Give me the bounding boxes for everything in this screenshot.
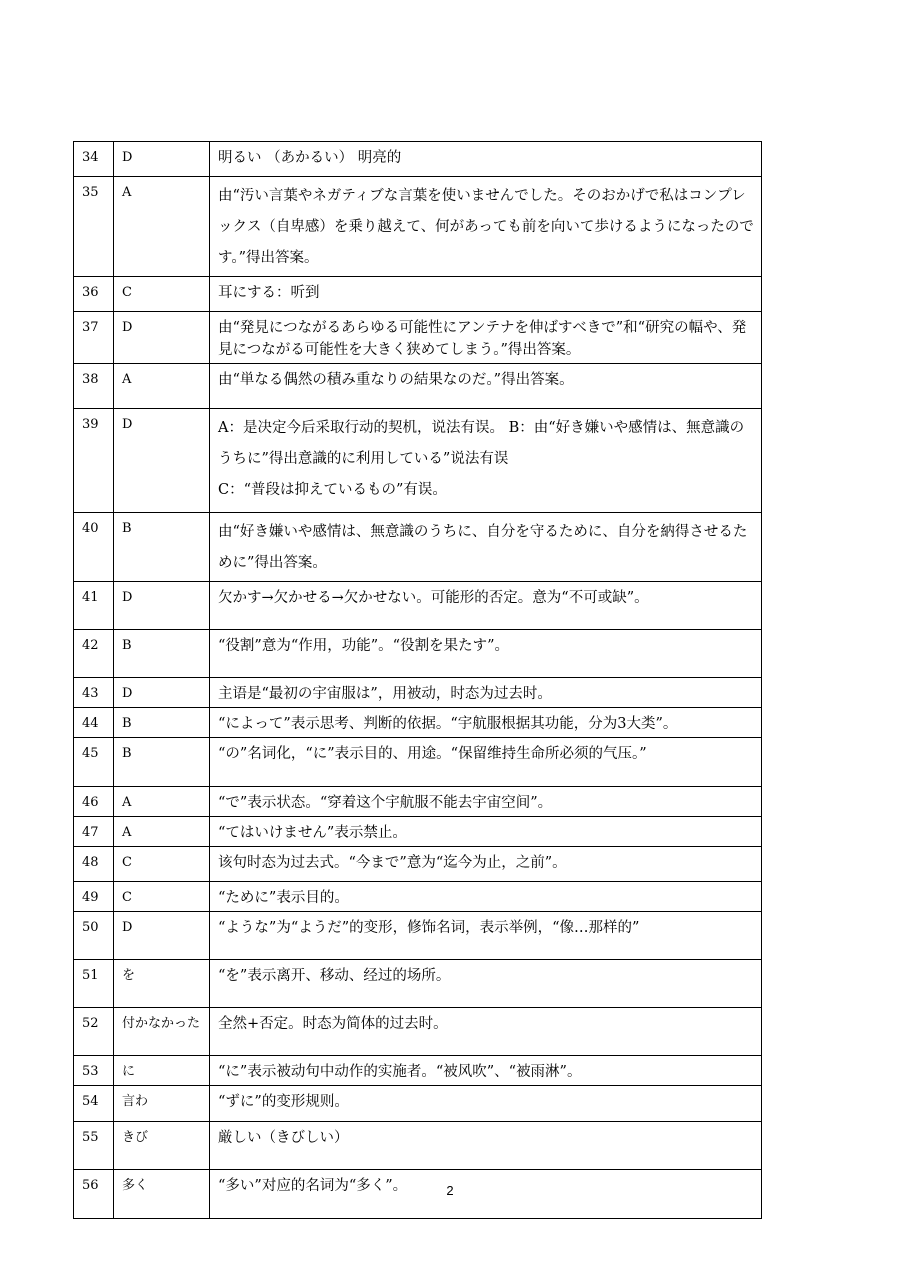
table-row — [74, 912, 762, 960]
question-number: 56 — [74, 1170, 114, 1219]
answer-table — [73, 141, 762, 1219]
table-row — [74, 847, 762, 882]
answer-cell: B — [114, 708, 210, 738]
question-number: 34 — [74, 142, 114, 177]
question-number: 39 — [74, 409, 114, 513]
answer-cell: きび — [114, 1122, 210, 1170]
question-number: 37 — [74, 312, 114, 364]
answer-table-body — [74, 142, 762, 1219]
table-row — [74, 708, 762, 738]
answer-cell: B — [114, 738, 210, 787]
answer-cell: D — [114, 142, 210, 177]
question-number: 36 — [74, 277, 114, 312]
explanation-cell: “役割”意为“作用，功能”。“役割を果たす”。 — [210, 630, 762, 678]
explanation-line: C：“普段は抑えているもの”有误。 — [218, 482, 447, 498]
answer-cell: D — [114, 582, 210, 630]
question-number: 40 — [74, 513, 114, 582]
explanation-cell: “ずに”的变形规则。 — [210, 1086, 762, 1122]
question-number: 45 — [74, 738, 114, 787]
explanation-cell: 主语是“最初の宇宙服は”，用被动，时态为过去时。 — [210, 678, 762, 708]
answer-cell: A — [114, 177, 210, 277]
explanation-cell: “ような”为“ようだ”的变形，修饰名词，表示举例，“像…那样的” — [210, 912, 762, 960]
page-number: 2 — [446, 1183, 454, 1198]
explanation-cell: “てはいけません”表示禁止。 — [210, 817, 762, 847]
table-row — [74, 678, 762, 708]
explanation-cell: “によって”表示思考、判断的依据。“宇航服根据其功能，分为3大类”。 — [210, 708, 762, 738]
answer-cell: B — [114, 630, 210, 678]
question-number: 49 — [74, 882, 114, 912]
explanation-cell: “で”表示状态。“穿着这个宇航服不能去宇宙空间”。 — [210, 787, 762, 817]
answer-cell: A — [114, 364, 210, 409]
answer-cell: D — [114, 678, 210, 708]
table-row — [74, 738, 762, 787]
explanation-cell: “多い”对应的名词为“多く”。 — [210, 1170, 762, 1219]
question-number: 48 — [74, 847, 114, 882]
question-number: 50 — [74, 912, 114, 960]
answer-cell: 言わ — [114, 1086, 210, 1122]
table-row — [74, 277, 762, 312]
question-number: 51 — [74, 960, 114, 1008]
answer-cell: D — [114, 312, 210, 364]
table-row — [74, 409, 762, 513]
answer-cell: A — [114, 787, 210, 817]
table-row — [74, 1056, 762, 1086]
table-row — [74, 513, 762, 582]
question-number: 41 — [74, 582, 114, 630]
explanation-cell: 耳にする：听到 — [210, 277, 762, 312]
explanation-cell: 欠かす→欠かせる→欠かせない。可能形的否定。意为“不可或缺”。 — [210, 582, 762, 630]
table-row — [74, 1086, 762, 1122]
explanation-cell: “ために”表示目的。 — [210, 882, 762, 912]
explanation-cell: 该句时态为过去式。“今まで”意为“迄今为止，之前”。 — [210, 847, 762, 882]
table-row — [74, 1008, 762, 1056]
explanation-cell: 厳しい（きびしい） — [210, 1122, 762, 1170]
answer-cell: 多く — [114, 1170, 210, 1219]
answer-cell: C — [114, 277, 210, 312]
answer-cell: C — [114, 847, 210, 882]
question-number: 43 — [74, 678, 114, 708]
question-number: 52 — [74, 1008, 114, 1056]
table-row — [74, 177, 762, 277]
answer-cell: C — [114, 882, 210, 912]
table-row — [74, 142, 762, 177]
question-number: 42 — [74, 630, 114, 678]
explanation-cell: “を”表示离开、移动、经过的场所。 — [210, 960, 762, 1008]
table-row — [74, 787, 762, 817]
table-row — [74, 1122, 762, 1170]
explanation-cell: “の”名词化，“に”表示目的、用途。“保留维持生命所必须的气压。” — [210, 738, 762, 787]
table-row — [74, 364, 762, 409]
question-number: 54 — [74, 1086, 114, 1122]
table-row — [74, 312, 762, 364]
answer-cell: を — [114, 960, 210, 1008]
question-number: 53 — [74, 1056, 114, 1086]
explanation-cell: 由“発見につながるあらゆる可能性にアンテナを伸ばすべきで”和“研究の幅や、発見につながる可能性を大きく狭めてしまう。”得出答案。 — [210, 312, 762, 364]
answer-cell: A — [114, 817, 210, 847]
table-row — [74, 630, 762, 678]
question-number: 55 — [74, 1122, 114, 1170]
table-row — [74, 882, 762, 912]
answer-cell: に — [114, 1056, 210, 1086]
question-number: 46 — [74, 787, 114, 817]
answer-cell: D — [114, 409, 210, 513]
answer-cell: D — [114, 912, 210, 960]
answer-cell: B — [114, 513, 210, 582]
explanation-cell: 由“単なる偶然の積み重なりの結果なのだ。”得出答案。 — [210, 364, 762, 409]
question-number: 38 — [74, 364, 114, 409]
explanation-cell: 明るい （あかるい） 明亮的 — [210, 142, 762, 177]
explanation-line: A：是决定今后采取行动的契机，说法有误。 B：由“好き嫌いや感情は、無意識のうちに”得出意識的に利用している”说法有误 — [218, 420, 745, 467]
table-row — [74, 960, 762, 1008]
explanation-cell: “に”表示被动句中动作的实施者。“被风吹”、“被雨淋”。 — [210, 1056, 762, 1086]
question-number: 35 — [74, 177, 114, 277]
table-row — [74, 817, 762, 847]
explanation-cell: 由“好き嫌いや感情は、無意識のうちに、自分を守るために、自分を納得させるために”得出答案。 — [210, 513, 762, 582]
explanation-cell: 全然+否定。时态为简体的过去时。 — [210, 1008, 762, 1056]
table-row — [74, 582, 762, 630]
explanation-cell: 由“汚い言葉やネガティブな言葉を使いませんでした。そのおかげで私はコンプレックス（自卑感）を乗り越えて、何があっても前を向いて歩けるようになったのです。”得出答案。 — [210, 177, 762, 277]
question-number: 47 — [74, 817, 114, 847]
question-number: 44 — [74, 708, 114, 738]
answer-cell: 付かなかった — [114, 1008, 210, 1056]
explanation-cell — [210, 409, 762, 513]
